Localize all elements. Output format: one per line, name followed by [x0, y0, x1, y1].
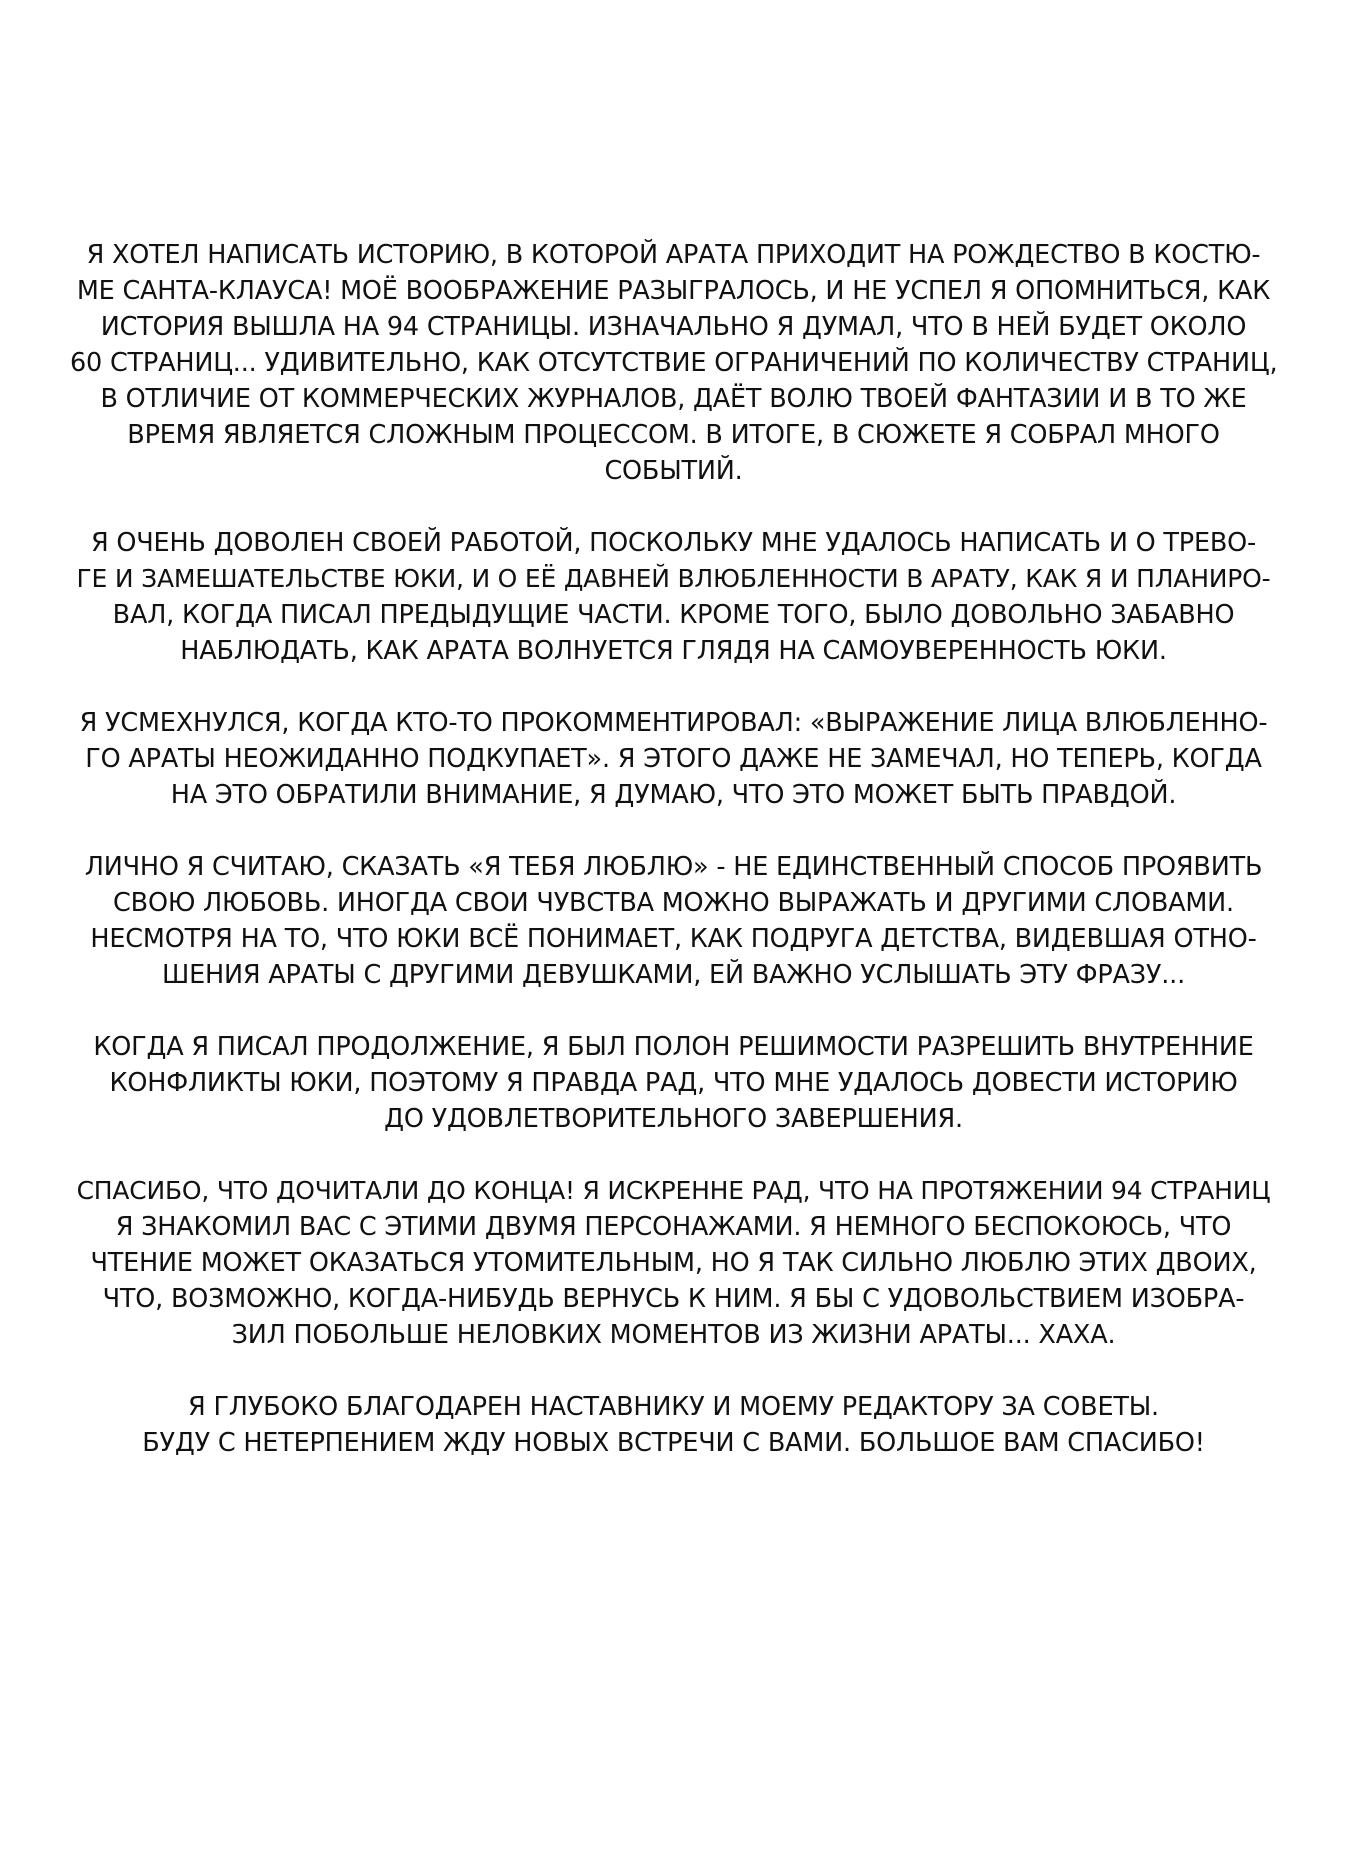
text-line: СОБЫТИЙ.	[604, 456, 743, 486]
afterword-text	[70, 237, 1277, 1497]
text-line: ЧТО, ВОЗМОЖНО, КОГДА-НИБУДЬ ВЕРНУСЬ К НИМ. Я БЫ С УДОВОЛЬСТВИЕМ ИЗОБРА-	[102, 1284, 1245, 1314]
text-line: Я УСМЕХНУЛСЯ, КОГДА КТО-ТО ПРОКОММЕНТИРОВАЛ: «ВЫРАЖЕНИЕ ЛИЦА ВЛЮБЛЕННО-	[79, 708, 1268, 738]
text-line: В ОТЛИЧИЕ ОТ КОММЕРЧЕСКИХ ЖУРНАЛОВ, ДАЁТ ВОЛЮ ТВОЕЙ ФАНТАЗИИ И В ТО ЖЕ	[100, 384, 1247, 414]
text-line: ВАЛ, КОГДА ПИСАЛ ПРЕДЫДУЩИЕ ЧАСТИ. КРОМЕ ТОГО, БЫЛО ДОВОЛЬНО ЗАБАВНО	[112, 600, 1235, 630]
paragraph-3	[70, 705, 1277, 813]
text-line: ВРЕМЯ ЯВЛЯЕТСЯ СЛОЖНЫМ ПРОЦЕССОМ. В ИТОГЕ, В СЮЖЕТЕ Я СОБРАЛ МНОГО	[127, 420, 1220, 450]
paragraph-5	[70, 1029, 1277, 1137]
paragraph-7	[70, 1389, 1277, 1461]
text-line: ДО УДОВЛЕТВОРИТЕЛЬНОГО ЗАВЕРШЕНИЯ.	[384, 1104, 963, 1134]
text-line: КОГДА Я ПИСАЛ ПРОДОЛЖЕНИЕ, Я БЫЛ ПОЛОН РЕШИМОСТИ РАЗРЕШИТЬ ВНУТРЕННИЕ	[93, 1032, 1254, 1062]
paragraph-6	[70, 1173, 1277, 1353]
text-line: ЗИЛ ПОБОЛЬШЕ НЕЛОВКИХ МОМЕНТОВ ИЗ ЖИЗНИ АРАТЫ... ХАХА.	[231, 1320, 1116, 1350]
paragraph-4	[70, 849, 1277, 993]
paragraph-1	[70, 237, 1277, 489]
text-line: МЕ САНТА-КЛАУСА! МОЁ ВООБРАЖЕНИЕ РАЗЫГРАЛОСЬ, И НЕ УСПЕЛ Я ОПОМНИТЬСЯ, КАК	[76, 276, 1271, 306]
text-line: НЕСМОТРЯ НА ТО, ЧТО ЮКИ ВСЁ ПОНИМАЕТ, КАК ПОДРУГА ДЕТСТВА, ВИДЕВШАЯ ОТНО-	[90, 924, 1257, 954]
text-line: КОНФЛИКТЫ ЮКИ, ПОЭТОМУ Я ПРАВДА РАД, ЧТО МНЕ УДАЛОСЬ ДОВЕСТИ ИСТОРИЮ	[109, 1068, 1238, 1098]
text-line: Я ГЛУБОКО БЛАГОДАРЕН НАСТАВНИКУ И МОЕМУ РЕДАКТОРУ ЗА СОВЕТЫ.	[188, 1392, 1159, 1422]
text-line: ЧТЕНИЕ МОЖЕТ ОКАЗАТЬСЯ УТОМИТЕЛЬНЫМ, НО Я ТАК СИЛЬНО ЛЮБЛЮ ЭТИХ ДВОИХ,	[90, 1248, 1257, 1278]
text-line: БУДУ С НЕТЕРПЕНИЕМ ЖДУ НОВЫХ ВСТРЕЧИ С ВАМИ. БОЛЬШОЕ ВАМ СПАСИБО!	[142, 1428, 1205, 1458]
text-line: ИСТОРИЯ ВЫШЛА НА 94 СТРАНИЦЫ. ИЗНАЧАЛЬНО Я ДУМАЛ, ЧТО В НЕЙ БУДЕТ ОКОЛО	[100, 312, 1247, 342]
text-line: ШЕНИЯ АРАТЫ С ДРУГИМИ ДЕВУШКАМИ, ЕЙ ВАЖНО УСЛЫШАТЬ ЭТУ ФРАЗУ...	[162, 960, 1185, 990]
text-line: НА ЭТО ОБРАТИЛИ ВНИМАНИЕ, Я ДУМАЮ, ЧТО ЭТО МОЖЕТ БЫТЬ ПРАВДОЙ.	[170, 780, 1177, 810]
text-line: 60 СТРАНИЦ... УДИВИТЕЛЬНО, КАК ОТСУТСТВИЕ ОГРАНИЧЕНИЙ ПО КОЛИЧЕСТВУ СТРАНИЦ,	[70, 348, 1278, 378]
text-line: НАБЛЮДАТЬ, КАК АРАТА ВОЛНУЕТСЯ ГЛЯДЯ НА САМОУВЕРЕННОСТЬ ЮКИ.	[180, 636, 1167, 666]
text-line: Я ЗНАКОМИЛ ВАС С ЭТИМИ ДВУМЯ ПЕРСОНАЖАМИ. Я НЕМНОГО БЕСПОКОЮСЬ, ЧТО	[115, 1212, 1232, 1242]
text-line: Я ОЧЕНЬ ДОВОЛЕН СВОЕЙ РАБОТОЙ, ПОСКОЛЬКУ МНЕ УДАЛОСЬ НАПИСАТЬ И О ТРЕВО-	[90, 528, 1257, 558]
text-line: ЛИЧНО Я СЧИТАЮ, СКАЗАТЬ «Я ТЕБЯ ЛЮБЛЮ» - НЕ ЕДИНСТВЕННЫЙ СПОСОБ ПРОЯВИТЬ	[84, 852, 1263, 882]
text-line: ГЕ И ЗАМЕШАТЕЛЬСТВЕ ЮКИ, И О ЕЁ ДАВНЕЙ ВЛЮБЛЕННОСТИ В АРАТУ, КАК Я И ПЛАНИРО-	[76, 564, 1271, 593]
text-line: СВОЮ ЛЮБОВЬ. ИНОГДА СВОИ ЧУВСТВА МОЖНО ВЫРАЖАТЬ И ДРУГИМИ СЛОВАМИ.	[113, 888, 1234, 918]
text-line: Я ХОТЕЛ НАПИСАТЬ ИСТОРИЮ, В КОТОРОЙ АРАТА ПРИХОДИТ НА РОЖДЕСТВО В КОСТЮ-	[86, 240, 1261, 270]
text-line: СПАСИБО, ЧТО ДОЧИТАЛИ ДО КОНЦА! Я ИСКРЕННЕ РАД, ЧТО НА ПРОТЯЖЕНИИ 94 СТРАНИЦ	[76, 1176, 1271, 1205]
text-line: ГО АРАТЫ НЕОЖИДАННО ПОДКУПАЕТ». Я ЭТОГО ДАЖЕ НЕ ЗАМЕЧАЛ, НО ТЕПЕРЬ, КОГДА	[85, 744, 1262, 774]
paragraph-2	[70, 525, 1277, 669]
